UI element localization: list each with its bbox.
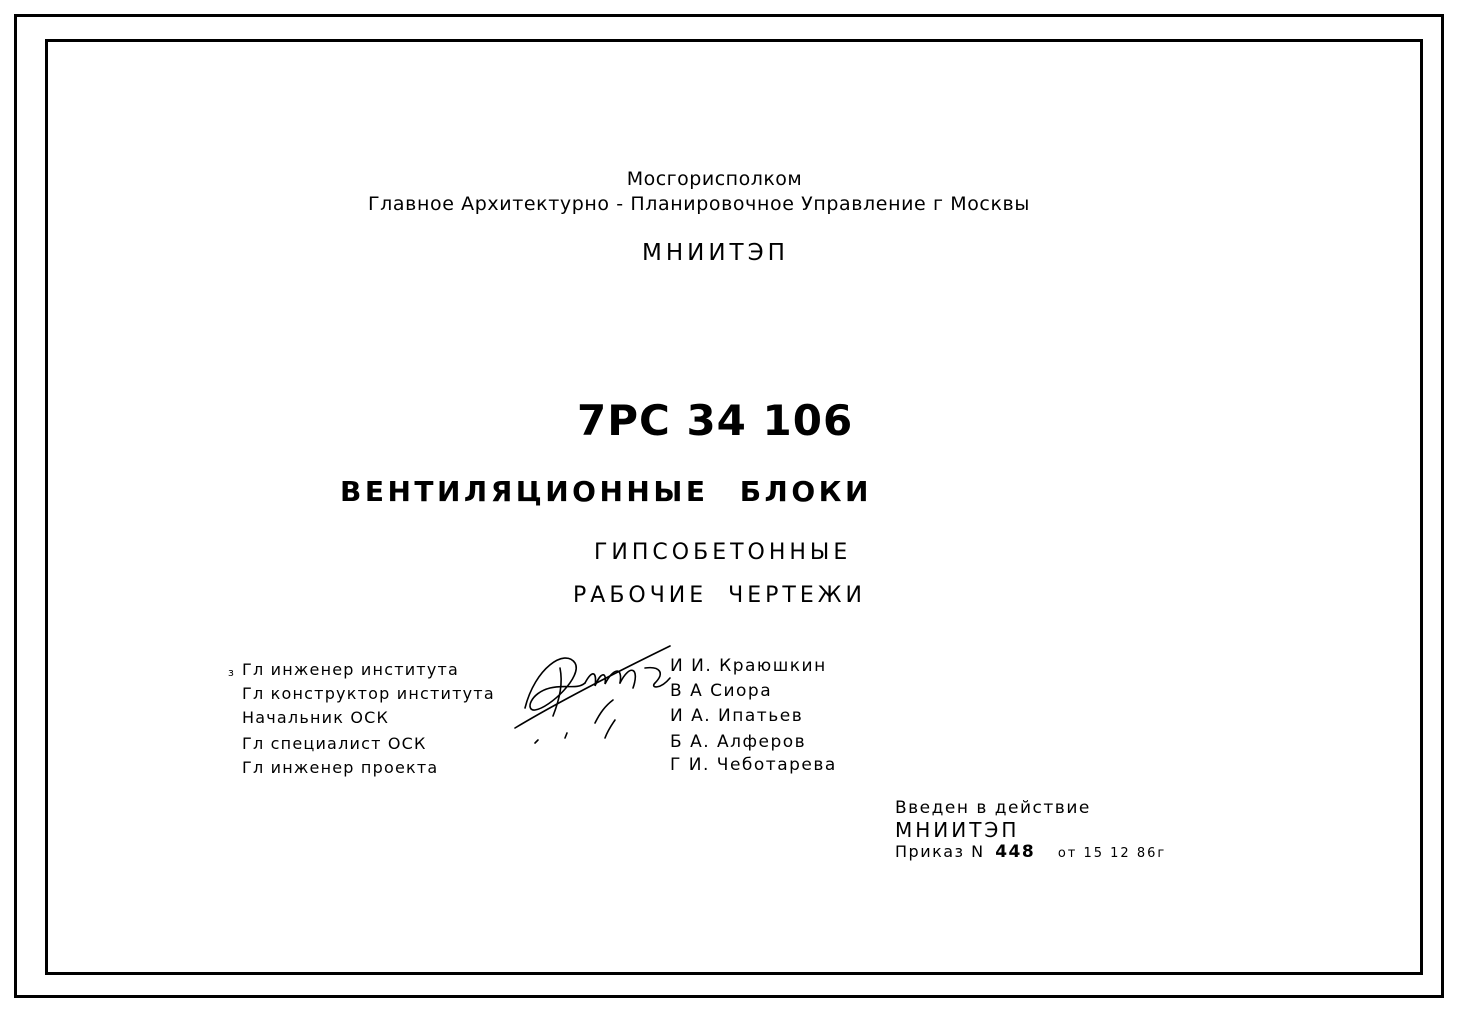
name-1: И И. Краюшкин	[670, 656, 827, 676]
margin-mark: з	[228, 666, 234, 679]
org-line-1: Мосгорисполком	[626, 168, 803, 190]
order-line	[895, 842, 1166, 862]
name-5: Г И. Чеботарева	[670, 755, 837, 775]
order-date: от 15 12 86г	[1057, 846, 1167, 861]
document-subtitle-2: РАБОЧИЕ ЧЕРТЕЖИ	[573, 583, 866, 608]
name-3: И А. Ипатьев	[670, 706, 804, 726]
enactment-line-2: МНИИТЭП	[895, 818, 1020, 842]
position-1: Гл инженер института	[242, 660, 460, 679]
position-5: Гл инженер проекта	[242, 758, 439, 777]
order-label: Приказ N	[895, 842, 985, 861]
order-number: 448	[995, 842, 1036, 862]
document-subtitle-1: ГИПСОБЕТОННЫЕ	[594, 540, 852, 565]
enactment-line-1: Введен в действие	[895, 798, 1091, 818]
institute-name: МНИИТЭП	[642, 240, 789, 266]
org-line-2: Главное Архитектурно - Планировочное Управление г Москвы	[368, 193, 1030, 215]
document-title: ВЕНТИЛЯЦИОННЫЕ БЛОКИ	[340, 475, 872, 508]
handwritten-signature	[505, 638, 695, 748]
position-2: Гл конструктор института	[242, 684, 495, 703]
name-2: В А Сиора	[670, 681, 773, 701]
document-code: 7РС 34 106	[577, 396, 854, 445]
position-3: Начальник ОСК	[242, 708, 390, 727]
name-4: Б А. Алферов	[670, 732, 807, 752]
position-4: Гл специалист ОСК	[242, 734, 427, 753]
